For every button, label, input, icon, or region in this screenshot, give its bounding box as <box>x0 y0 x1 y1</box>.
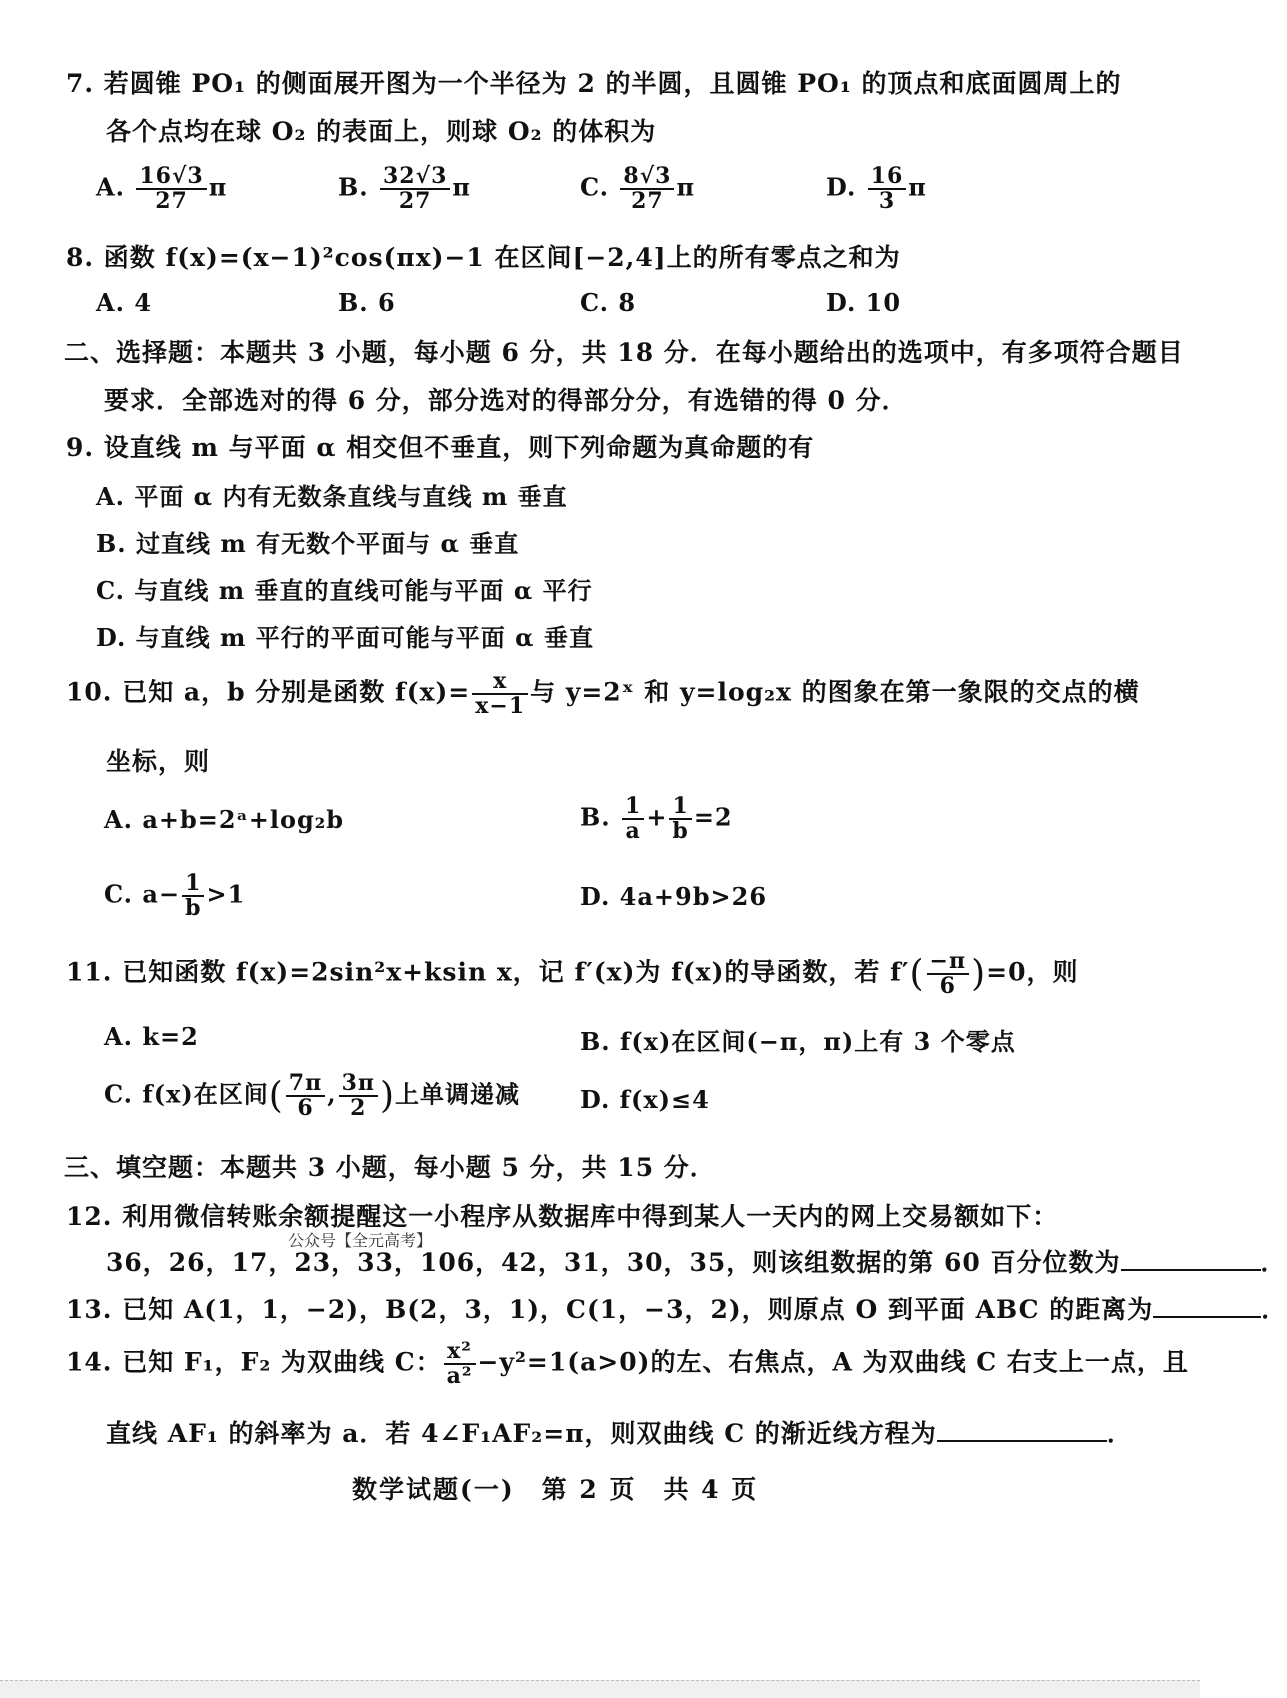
q10-option-a: A. a+b=2ᵃ+log₂b <box>104 805 345 834</box>
q9-text: 9. 设直线 m 与平面 α 相交但不垂直，则下列命题为真命题的有 <box>66 433 815 462</box>
q11-option-a: A. k=2 <box>104 1022 199 1051</box>
q11-option-d: D. f(x)≤4 <box>580 1085 710 1114</box>
q9-option-c: C. 与直线 m 垂直的直线可能与平面 α 平行 <box>96 576 593 605</box>
q8-option-d: D. 10 <box>826 288 902 317</box>
q12-line2: 36，26，17，23，33，106，42，31，30，35，则该组数据的第 60 百分位数为 ． <box>106 1248 1287 1277</box>
q10-line2: 坐标，则 <box>106 747 211 776</box>
q7-option-c: C. $\frac{8√3}{27}$ π <box>580 163 696 215</box>
q10-line1: 10. 已知 a，b 分别是函数 f(x)= $\frac{x}{x-1}$ 与 y=2ˣ 和 y=log₂x 的图象在第一象限的交点的横 <box>66 668 1140 720</box>
q7-line1: 7. 若圆锥 PO₁ 的侧面展开图为一个半径为 2 的半圆，且圆锥 PO₁ 的顶点和底面圆周上的 <box>66 69 1122 98</box>
section2-heading-line1: 二、选择题：本题共 3 小题，每小题 6 分，共 18 分．在每小题给出的选项中，有多项符合题目 <box>64 338 1184 367</box>
q14-line1: 14. 已知 F₁，F₂ 为双曲线 C： $\frac{\text{x²}}{\text{a²}}$ −y²=1(a>0)的左、右焦点，A 为双曲线 C 右支上一点，且 <box>66 1338 1189 1390</box>
q10-option-d: D. 4a+9b>26 <box>580 882 768 911</box>
q10-option-b: B. $\frac{1}{a}$ + $\frac{1}{b}$ =2 <box>580 793 733 845</box>
watermark-text: 公众号【全元高考】 <box>288 1231 433 1250</box>
q11-option-b: B. f(x)在区间(−π，π)上有 3 个零点 <box>580 1027 1016 1056</box>
q7-line2: 各个点均在球 O₂ 的表面上，则球 O₂ 的体积为 <box>106 117 657 146</box>
q8-option-c: C. 8 <box>580 288 637 317</box>
page-footer: 数学试题(一) 第 2 页 共 4 页 <box>352 1475 759 1504</box>
q7-option-a: A. $\frac{16√3}{27}$ π <box>96 163 228 215</box>
q7-option-d: D. $\frac{16}{3}$ π <box>826 163 927 215</box>
q9-option-d: D. 与直线 m 平行的平面可能与平面 α 垂直 <box>96 623 594 652</box>
q13-text: 13. 已知 A(1，1，−2)，B(2，3，1)，C(1，−3，2)，则原点 O 到平面 ABC 的距离为 ． <box>66 1295 1287 1324</box>
q7-option-b: B. $\frac{32√3}{27}$ π <box>338 163 471 215</box>
q12-line1: 12. 利用微信转账余额提醒这一小程序从数据库中得到某人一天内的网上交易额如下： <box>66 1202 1059 1231</box>
q9-option-a: A. 平面 α 内有无数条直线与直线 m 垂直 <box>96 482 568 511</box>
q9-option-b: B. 过直线 m 有无数个平面与 α 垂直 <box>96 529 520 558</box>
section3-heading: 三、填空题：本题共 3 小题，每小题 5 分，共 15 分． <box>64 1153 716 1182</box>
q11-line1: 11. 已知函数 f(x)=2sin²x+ksin x，记 f′(x)为 f(x)的导函数，若 f′( $\frac{-\pi}{6}$ )=0，则 <box>66 948 1079 1000</box>
q12-answer-blank[interactable] <box>1121 1247 1261 1271</box>
q13-answer-blank[interactable] <box>1153 1294 1261 1318</box>
q14-line2: 直线 AF₁ 的斜率为 a．若 4∠F₁AF₂=π，则双曲线 C 的渐近线方程为 ． <box>106 1419 1133 1448</box>
section2-heading-line2: 要求．全部选对的得 6 分，部分选对的得部分分，有选错的得 0 分． <box>104 386 908 415</box>
q8-option-b: B. 6 <box>338 288 396 317</box>
page-bottom-edge <box>0 1680 1200 1698</box>
q11-option-c: C. f(x)在区间( $\frac{7\pi}{6}$ , $\frac{3\pi}{2}$ )上单调递减 <box>104 1070 521 1122</box>
q10-option-c: C. a− $\frac{1}{b}$ >1 <box>104 870 246 922</box>
q14-answer-blank[interactable] <box>937 1418 1107 1442</box>
q8-option-a: A. 4 <box>96 288 153 317</box>
q8-text: 8. 函数 f(x)=(x−1)²cos(πx)−1 在区间[−2,4]上的所有零点之和为 <box>66 243 901 272</box>
